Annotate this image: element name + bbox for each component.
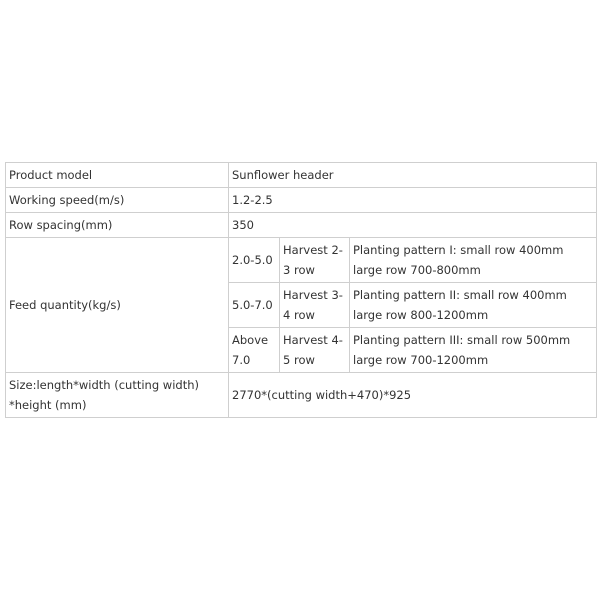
feed-harvest-cell: Harvest 4-5 row [280,328,350,373]
feed-range-cell: 5.0-7.0 [229,283,280,328]
spec-table [5,162,597,418]
feed-range-cell: Above 7.0 [229,328,280,373]
feed-pattern-cell: Planting pattern III: small row 500mm large row 700-1200mm [350,328,597,373]
table-row [6,238,597,283]
size-value: 2770*(cutting width+470)*925 [229,373,597,418]
feed-quantity-label: Feed quantity(kg/s) [6,238,229,373]
row-spacing-value: 350 [229,213,597,238]
feed-harvest-cell: Harvest 3-4 row [280,283,350,328]
table-row [6,188,597,213]
table-row [6,373,597,418]
product-model-value: Sunflower header [229,163,597,188]
working-speed-value: 1.2-2.5 [229,188,597,213]
table-row [6,163,597,188]
row-spacing-label: Row spacing(mm) [6,213,229,238]
feed-range-cell: 2.0-5.0 [229,238,280,283]
table-row [6,213,597,238]
feed-harvest-cell: Harvest 2-3 row [280,238,350,283]
product-model-label: Product model [6,163,229,188]
size-label: Size:length*width (cutting width) *height (mm) [6,373,229,418]
feed-pattern-cell: Planting pattern I: small row 400mm large row 700-800mm [350,238,597,283]
working-speed-label: Working speed(m/s) [6,188,229,213]
feed-pattern-cell: Planting pattern II: small row 400mm large row 800-1200mm [350,283,597,328]
